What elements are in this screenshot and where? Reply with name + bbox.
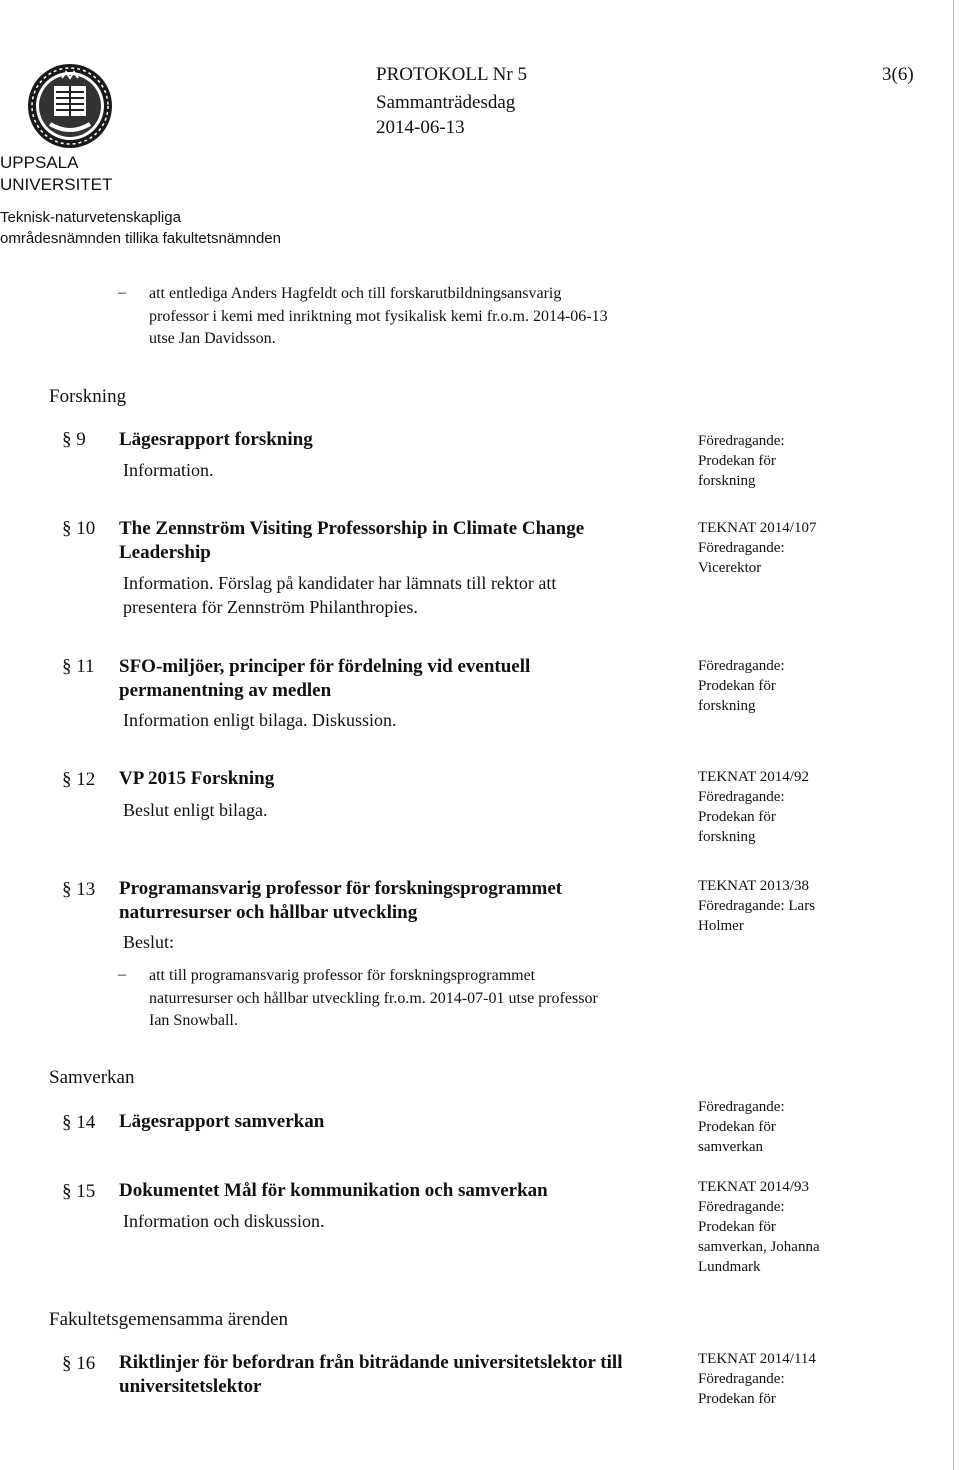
- presenter-line: Prodekan för: [698, 453, 776, 469]
- item-title-line: universitetslektor: [119, 1376, 262, 1397]
- item-title: [119, 517, 584, 565]
- presenter-line: Prodekan för: [698, 1391, 776, 1407]
- bullet-line: att till programansvarig professor för forskningsprogrammet: [149, 967, 536, 984]
- presenter-line: TEKNAT 2014/93: [698, 1179, 809, 1195]
- presenter-line: Föredragande:: [698, 1371, 785, 1387]
- presenter-line: forskning: [698, 473, 756, 489]
- item-number: § 13: [62, 879, 96, 900]
- item-presenter: [698, 1349, 816, 1409]
- item-title: [119, 877, 562, 925]
- section-heading-forskning: Forskning: [49, 386, 127, 407]
- item-body-line: Information.: [123, 460, 214, 480]
- university-name: [0, 152, 112, 196]
- item-body-line: Beslut:: [123, 932, 175, 952]
- presenter-line: Lundmark: [698, 1259, 761, 1275]
- item-body-line: Beslut enligt bilaga.: [123, 800, 268, 820]
- presenter-line: TEKNAT 2014/107: [698, 520, 817, 536]
- item-number: § 10: [62, 518, 96, 539]
- item-body-line: presentera för Zennström Philanthropies.: [123, 597, 418, 617]
- faculty-name-line2: områdesnämnden tillika fakultetsnämnden: [0, 230, 281, 247]
- presenter-line: Prodekan för: [698, 1219, 776, 1235]
- faculty-name: [0, 207, 281, 249]
- meeting-date: 2014-06-13: [376, 117, 465, 138]
- presenter-line: forskning: [698, 698, 756, 714]
- item-presenter: [698, 876, 815, 936]
- presenter-line: Prodekan för: [698, 809, 776, 825]
- bullet-line: professor i kemi med inriktning mot fysikalisk kemi fr.o.m. 2014-06-13: [149, 307, 608, 325]
- item-title: [119, 767, 274, 791]
- presenter-line: Prodekan för: [698, 678, 776, 694]
- protocol-title: PROTOKOLL Nr 5: [376, 64, 527, 85]
- intro-bullet-text: [149, 283, 608, 351]
- item-title: [119, 1351, 622, 1399]
- presenter-line: Föredragande: Lars: [698, 898, 816, 914]
- item-presenter: [698, 1177, 820, 1277]
- item-title: [119, 655, 530, 703]
- item-presenter: [698, 431, 785, 491]
- bullet-dash: –: [118, 966, 126, 983]
- item-title-line: Lägesrapport forskning: [119, 429, 313, 450]
- item-body: [123, 1209, 324, 1233]
- presenter-line: Föredragande:: [698, 433, 785, 449]
- item-title-line: permanentning av medlen: [119, 680, 332, 701]
- item-presenter: [698, 767, 809, 847]
- presenter-line: Föredragande:: [698, 789, 785, 805]
- page-number: 3(6): [882, 64, 914, 85]
- item-number: § 12: [62, 769, 96, 790]
- item-number: § 9: [62, 429, 86, 450]
- presenter-line: Vicerektor: [698, 560, 762, 576]
- bullet-line: utse Jan Davidsson.: [149, 330, 276, 347]
- presenter-line: samverkan, Johanna: [698, 1239, 820, 1255]
- university-seal-logo: [26, 62, 114, 150]
- presenter-line: Prodekan för: [698, 1119, 776, 1135]
- faculty-name-line1: Teknisk-naturvetenskapliga: [0, 209, 181, 226]
- presenter-line: TEKNAT 2014/114: [698, 1351, 816, 1367]
- presenter-line: Föredragande:: [698, 540, 785, 556]
- item-title: [119, 428, 313, 452]
- section-heading-fakultetsgemensamma: Fakultetsgemensamma ärenden: [49, 1309, 289, 1330]
- item-title-line: Lägesrapport samverkan: [119, 1111, 325, 1132]
- page-edge-line: [953, 0, 954, 1470]
- section-heading-samverkan: Samverkan: [49, 1067, 135, 1088]
- item-title-line: Programansvarig professor för forskningsprogrammet: [119, 878, 563, 899]
- presenter-line: TEKNAT 2014/92: [698, 769, 809, 785]
- presenter-line: Holmer: [698, 918, 744, 934]
- item-body: [123, 798, 267, 822]
- meeting-type: Sammanträdesdag: [376, 92, 516, 113]
- university-name-line2: UNIVERSITET: [0, 175, 113, 194]
- presenter-line: forskning: [698, 829, 756, 845]
- university-name-line1: UPPSALA: [0, 153, 79, 172]
- presenter-line: samverkan: [698, 1139, 763, 1155]
- item-number: § 14: [62, 1112, 96, 1133]
- presenter-line: Föredragande:: [698, 1199, 785, 1215]
- item-number: § 16: [62, 1353, 96, 1374]
- item-number: § 11: [62, 656, 95, 677]
- item-body-line: Information. Förslag på kandidater har lämnats till rektor att: [123, 573, 557, 593]
- item-presenter: [698, 656, 785, 716]
- item-title-line: naturresurser och hållbar utveckling: [119, 902, 418, 923]
- bullet-line: naturresurser och hållbar utveckling fr.o.m. 2014-07-01 utse professor: [149, 989, 598, 1007]
- item-title-line: Riktlinjer för befordran från biträdande universitetslektor till: [119, 1352, 623, 1373]
- item-title-line: SFO-miljöer, principer för fördelning vid eventuell: [119, 656, 531, 677]
- presenter-line: Föredragande:: [698, 658, 785, 674]
- item-body: [123, 930, 174, 954]
- presenter-line: Föredragande:: [698, 1099, 785, 1115]
- item-body-line: Information enligt bilaga. Diskussion.: [123, 710, 397, 730]
- item-title-line: VP 2015 Forskning: [119, 768, 275, 789]
- item-number: § 15: [62, 1181, 96, 1202]
- presenter-line: TEKNAT 2013/38: [698, 878, 809, 894]
- item-body-line: Information och diskussion.: [123, 1211, 325, 1231]
- item-title-line: Leadership: [119, 542, 211, 563]
- bullet-dash: –: [118, 284, 126, 301]
- item-body: [123, 571, 556, 619]
- item-body: [123, 708, 396, 732]
- item-body: [123, 458, 213, 482]
- item-presenter: [698, 518, 816, 578]
- item-presenter: [698, 1097, 785, 1157]
- bullet-line: att entlediga Anders Hagfeldt och till forskarutbildningsansvarig: [149, 285, 562, 302]
- item-title: [119, 1110, 324, 1134]
- item-title-line: The Zennström Visiting Professorship in Climate Change: [119, 518, 585, 539]
- item-bullet-text: [149, 965, 598, 1033]
- item-title-line: Dokumentet Mål för kommunikation och samverkan: [119, 1180, 548, 1201]
- bullet-line: Ian Snowball.: [149, 1012, 238, 1029]
- item-title: [119, 1179, 548, 1203]
